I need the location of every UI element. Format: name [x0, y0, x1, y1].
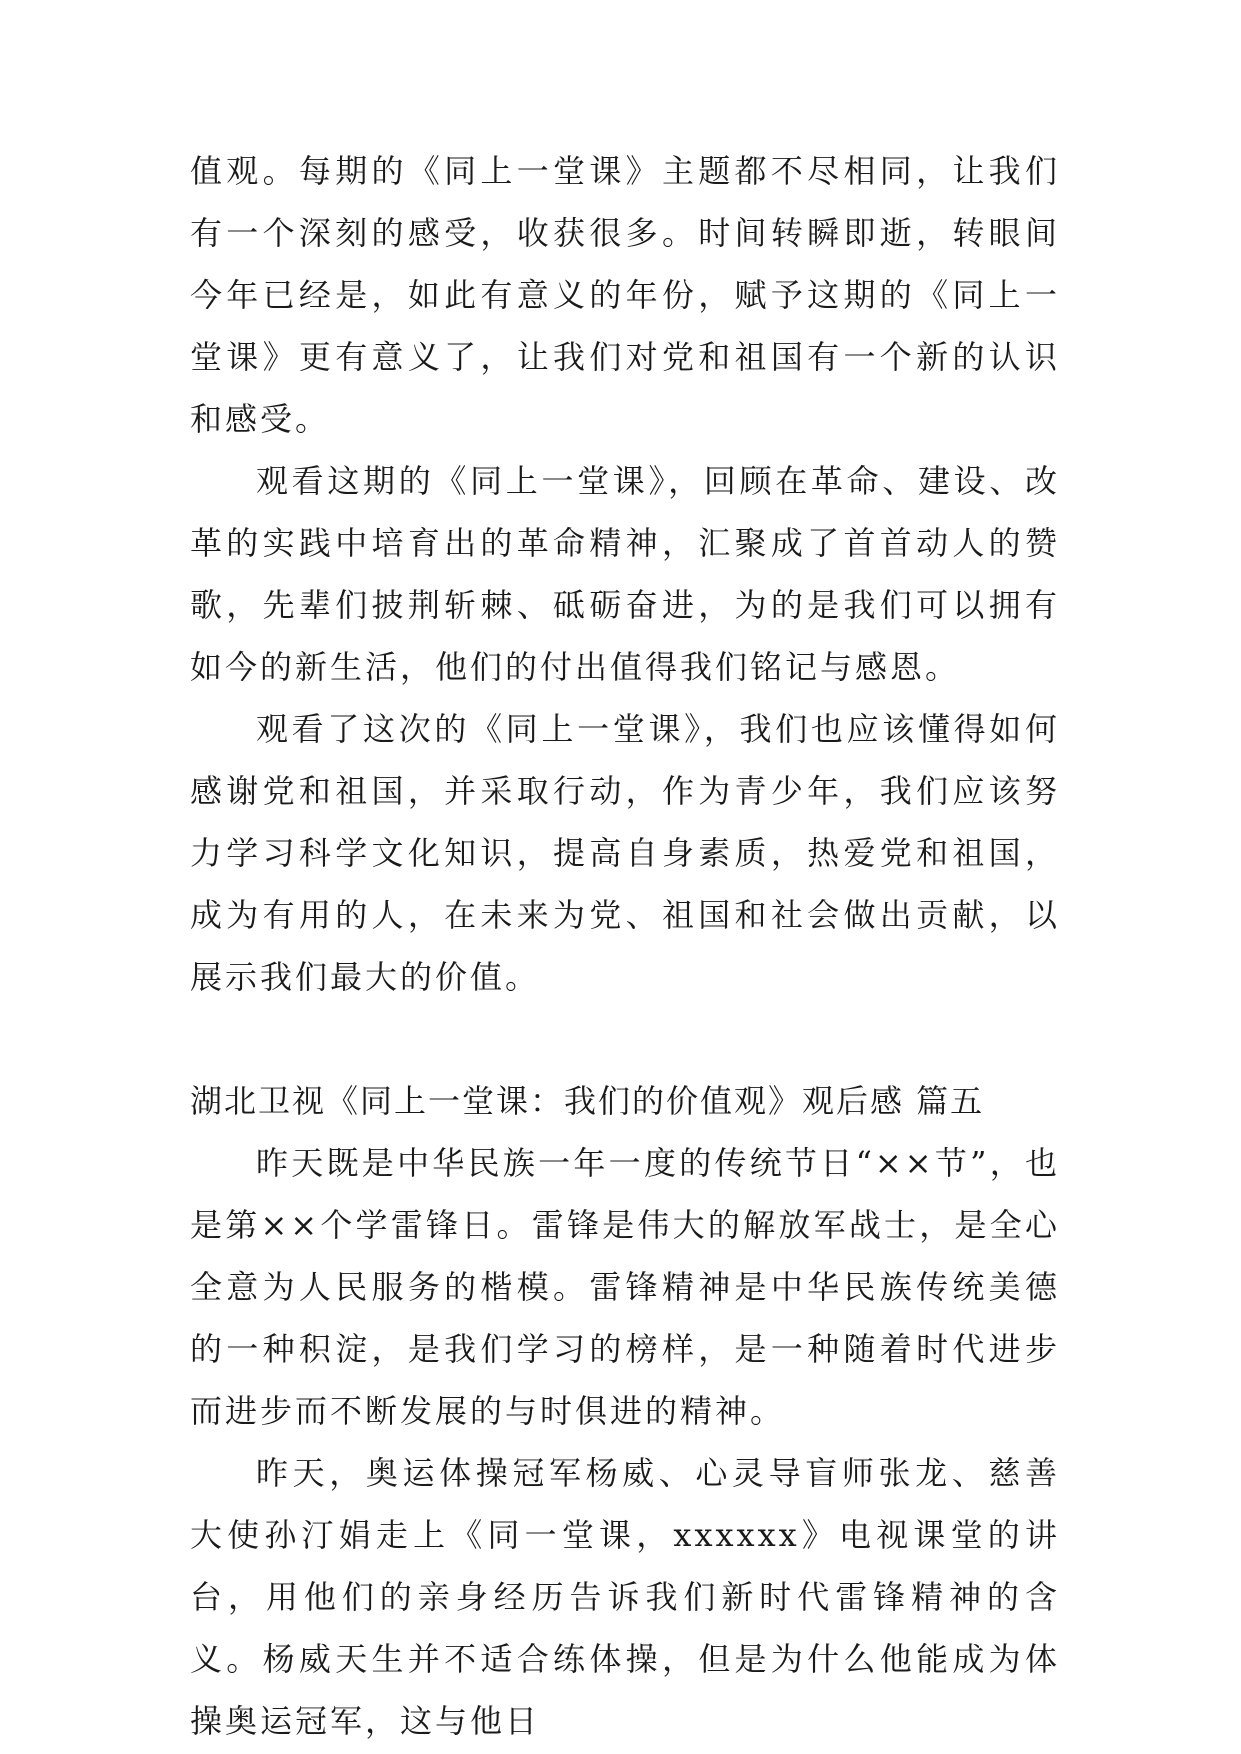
- paragraph-gratitude: 观看了这次的《同上一堂课》，我们也应该懂得如何感谢党和祖国，并采取行动，作为青少年，我们应该努力学习科学文化知识，提高自身素质，热爱党和祖国，成为有用的人，在未来为党、祖国和社会做出贡献，以展示我们最大的价值。: [190, 710, 1060, 996]
- document-body: [190, 140, 1060, 1752]
- paragraph-watching-review: 观看这期的《同上一堂课》，回顾在革命、建设、改革的实践中培育出的革命精神，汇聚成了首首动人的赞歌，先辈们披荆斩棘、砥砺奋进，为的是我们可以拥有如今的新生活，他们的付出值得我们铭记与感恩。: [190, 462, 1060, 686]
- section-title: 湖北卫视《同上一堂课：我们的价值观》观后感 篇五: [190, 1082, 985, 1120]
- paragraph-yang-wei: 昨天，奥运体操冠军杨威、心灵导盲师张龙、慈善大使孙汀娟走上《同一堂课，xxxxxx》电视课堂的讲台，用他们的亲身经历告诉我们新时代雷锋精神的含义。杨威天生并不适合练体操，但是为什么他能成为体操奥运冠军，这与他日: [190, 1454, 1060, 1740]
- paragraph-continued: 值观。每期的《同上一堂课》主题都不尽相同，让我们有一个深刻的感受，收获很多。时间转瞬即逝，转眼间今年已经是，如此有意义的年份，赋予这期的《同上一堂课》更有意义了，让我们对党和祖国有一个新的认识和感受。: [190, 152, 1060, 438]
- paragraph-lei-feng-day: 昨天既是中华民族一年一度的传统节日“××节”，也是第××个学雷锋日。雷锋是伟大的解放军战士，是全心全意为人民服务的楷模。雷锋精神是中华民族传统美德的一种积淀，是我们学习的榜样，是一种随着时代进步而进步而不断发展的与时俱进的精神。: [190, 1144, 1060, 1430]
